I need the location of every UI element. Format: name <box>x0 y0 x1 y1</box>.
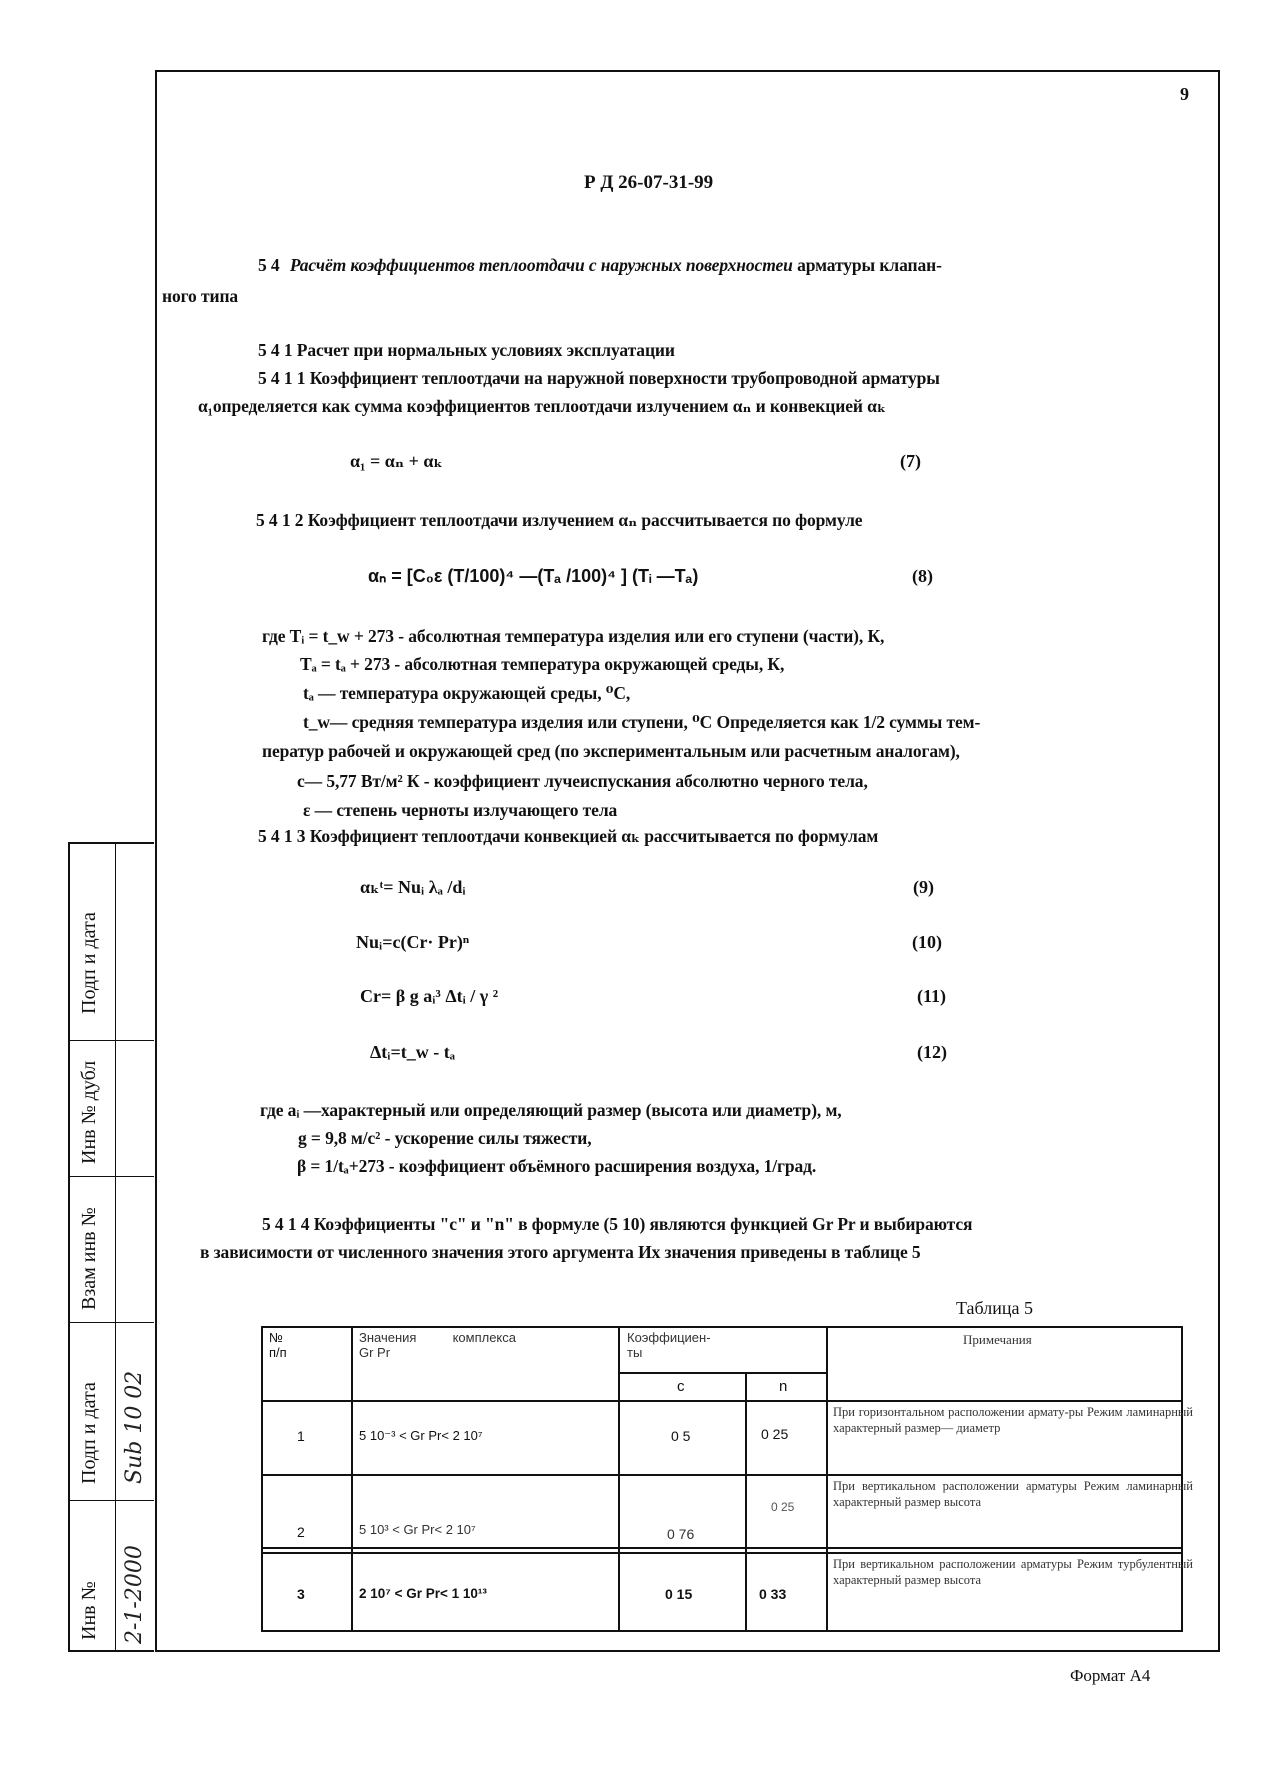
stamp-label-signature-date-2: Подп и дата <box>78 1382 100 1484</box>
handwritten-inventory-number: 2-1-2000 <box>122 1545 147 1644</box>
table-5 <box>261 1326 1193 1632</box>
format-label: Формат А4 <box>1070 1666 1151 1685</box>
where-line: t_w— средняя температура изделия или ступени, ⁰С Определяется как 1/2 суммы тем- <box>303 712 981 732</box>
formula-11-number: (11) <box>917 986 946 1006</box>
where-line: ператур рабочей и окружающей сред (по экспериментальным или расчетным аналогам), <box>262 741 960 761</box>
cell-n: 0 25 <box>771 1500 795 1514</box>
formula-12: Δtᵢ=t_w - tₐ <box>370 1042 455 1062</box>
header-n: n <box>779 1378 788 1395</box>
handwritten-signature-date: Sub 10 02 <box>122 1370 147 1484</box>
header-c: c <box>677 1378 685 1395</box>
where-line: Tₐ = tₐ + 273 - абсолютная температура окружающей среды, К, <box>300 654 785 674</box>
formula-10: Nuᵢ=c(Cr· Pr)ⁿ <box>356 932 470 952</box>
cell-num: 1 <box>297 1428 305 1444</box>
cell-n: 0 33 <box>759 1586 787 1602</box>
cell-c: 0 15 <box>665 1586 693 1602</box>
formula-9: αₖᵗ= Nuᵢ λₐ /dᵢ <box>360 877 466 897</box>
paragraph-5411-line2: α₁определяется как сумма коэффициентов теплоотдачи излучением αₙ и конвекцией αₖ <box>198 396 886 416</box>
paragraph-5412: 5 4 1 2 Коэффициент теплоотдачи излучением αₙ рассчитывается по формуле <box>256 510 863 530</box>
cell-note: При горизонтальном расположении армату-ры Режим ламинарный характерный размер— диаметр <box>833 1405 1193 1435</box>
table-caption: Таблица 5 <box>956 1298 1033 1318</box>
cell-complex: 5 10⁻³ < Gr Pr< 2 10⁷ <box>359 1428 483 1443</box>
paragraph-5414-line1: 5 4 1 4 Коэффициенты "c" и "n" в формуле (5 10) являются функцией Gr Pr и выбираются <box>262 1214 973 1234</box>
paragraph-5414-line2: в зависимости от численного значения этого аргумента Их значения приведены в таблице 5 <box>200 1242 921 1262</box>
where-line: tₐ — температура окружающей среды, ⁰С, <box>303 683 631 703</box>
where-line: ε — степень черноты излучающего тела <box>303 800 618 820</box>
formula-7-number: (7) <box>900 451 921 471</box>
section-number: 5 4 <box>258 255 280 275</box>
formula-10-number: (10) <box>912 932 942 952</box>
cell-complex: 2 10⁷ < Gr Pr< 1 10¹³ <box>359 1586 487 1601</box>
where-line: c— 5,77 Вт/м² К - коэффициент лучеиспускания абсолютно черного тела, <box>297 771 868 791</box>
section-title-italic: Расчёт коэффициентов теплоотдачи с наружных поверхностеи <box>289 255 793 275</box>
cell-c: 0 76 <box>667 1526 695 1542</box>
formula-9-number: (9) <box>913 877 934 897</box>
formula-11: Cr= β g aᵢ³ Δtᵢ / γ ² <box>360 986 499 1006</box>
where-line: g = 9,8 м/c² - ускорение силы тяжести, <box>298 1128 592 1148</box>
cell-note: При вертикальном расположении арматуры Режим ламинарный характерный размер высота <box>833 1479 1193 1509</box>
stamp-label-signature-date: Подп и дата <box>78 912 100 1014</box>
section-title-rest: арматуры клапан- <box>797 255 942 275</box>
cell-c: 0 5 <box>671 1428 691 1444</box>
stamp-label-inventory-no: Инв № <box>78 1581 100 1640</box>
where-line: где Tᵢ = t_w + 273 - абсолютная температура изделия или его ступени (части), К, <box>262 626 885 646</box>
stamp-label-replace-inventory: Взам инв № <box>78 1207 100 1310</box>
section-heading-line2: ного типа <box>162 286 239 306</box>
document-code: Р Д 26-07-31-99 <box>584 172 714 193</box>
header-notes: Примечания <box>963 1332 1032 1347</box>
header-num: № п/п <box>269 1330 287 1360</box>
formula-8: αₙ = [C₀ε (T/100)⁴ —(Tₐ /100)⁴ ] (Tᵢ —Tₐ) <box>368 566 699 586</box>
formula-7: α₁ = αₙ + αₖ <box>350 451 443 471</box>
where-line: β = 1/tₐ+273 - коэффициент объёмного расширения воздуха, 1/град. <box>297 1156 817 1176</box>
where-line: где aᵢ —характерный или определяющий размер (высота или диаметр), м, <box>260 1100 842 1120</box>
header-complex: Значения комплекса Gr Pr <box>359 1330 516 1360</box>
cell-note: При вертикальном расположении арматуры Режим турбулентный характерный размер высота <box>833 1557 1193 1587</box>
paragraph-541: 5 4 1 Расчет при нормальных условиях эксплуатации <box>258 340 675 360</box>
header-coefficients: Коэффициен- ты <box>627 1330 711 1360</box>
cell-complex: 5 10³ < Gr Pr< 2 10⁷ <box>359 1522 476 1537</box>
cell-n: 0 25 <box>761 1426 789 1442</box>
side-stamp <box>68 842 154 1652</box>
formula-8-number: (8) <box>912 566 933 586</box>
formula-12-number: (12) <box>917 1042 947 1062</box>
page-number: 9 <box>1180 84 1189 104</box>
cell-num: 3 <box>297 1586 305 1602</box>
section-heading <box>258 255 942 276</box>
stamp-label-dup-inventory: Инв № дубл <box>78 1060 100 1164</box>
cell-num: 2 <box>297 1524 305 1540</box>
paragraph-5411-line1: 5 4 1 1 Коэффициент теплоотдачи на наружной поверхности трубопроводной арматуры <box>258 368 940 388</box>
paragraph-5413: 5 4 1 3 Коэффициент теплоотдачи конвекцией αₖ рассчитывается по формулам <box>258 826 879 846</box>
